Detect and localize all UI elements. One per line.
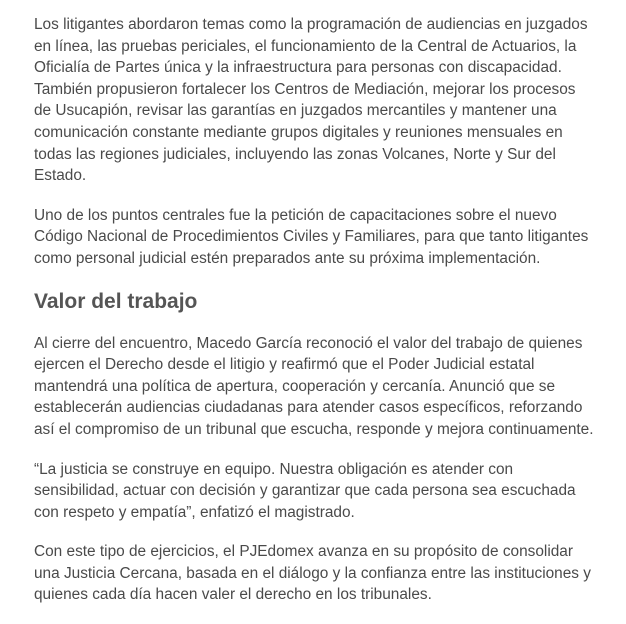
article-paragraph: Al cierre del encuentro, Macedo García reconoció el valor del trabajo de quienes ejercen el Derecho desde el litigio y reafirmó que el Poder Judicial estatal mantendrá una política de apertura, cooperación y cercanía. Anunció que se establecerán audiencias ciudadanas para atender casos específicos, reforzando así el compromiso de un tribunal que escucha, responde y mejora continuamente. [34, 334, 594, 438]
article-paragraph: Uno de los puntos centrales fue la petición de capacitaciones sobre el nuevo Código Nacional de Procedimientos Civiles y Familiares, para que tanto litigantes como personal judicial estén preparados ante su próxima implementación. [34, 206, 589, 267]
section-heading: Valor del trabajo [34, 289, 198, 313]
article-paragraph: Con este tipo de ejercicios, el PJEdomex avanza en su propósito de consolidar una Justicia Cercana, basada en el diálogo y la confianza entre las instituciones y quienes cada día hacen valer el derecho en los tribunales. [34, 543, 591, 604]
article-paragraph: Los litigantes abordaron temas como la programación de audiencias en juzgados en línea, las pruebas periciales, el funcionamiento de la Central de Actuarios, la Oficialía de Partes única y la infraestructura para personas con discapacidad. También propusieron fortalecer los Centros de Mediación, mejorar los procesos de Usucapión, revisar las garantías en juzgados mercantiles y mantener una comunicación constante mediante grupos digitales y reuniones mensuales en todas las regiones judiciales, incluyendo las zonas Volcanes, Norte y Sur del Estado. [34, 16, 588, 185]
quote-paragraph: “La justicia se construye en equipo. Nuestra obligación es atender con sensibilidad, actuar con decisión y garantizar que cada persona sea escuchada con respeto y empatía”, enfatizó el magistrado. [34, 460, 576, 521]
article-body [34, 14, 594, 624]
